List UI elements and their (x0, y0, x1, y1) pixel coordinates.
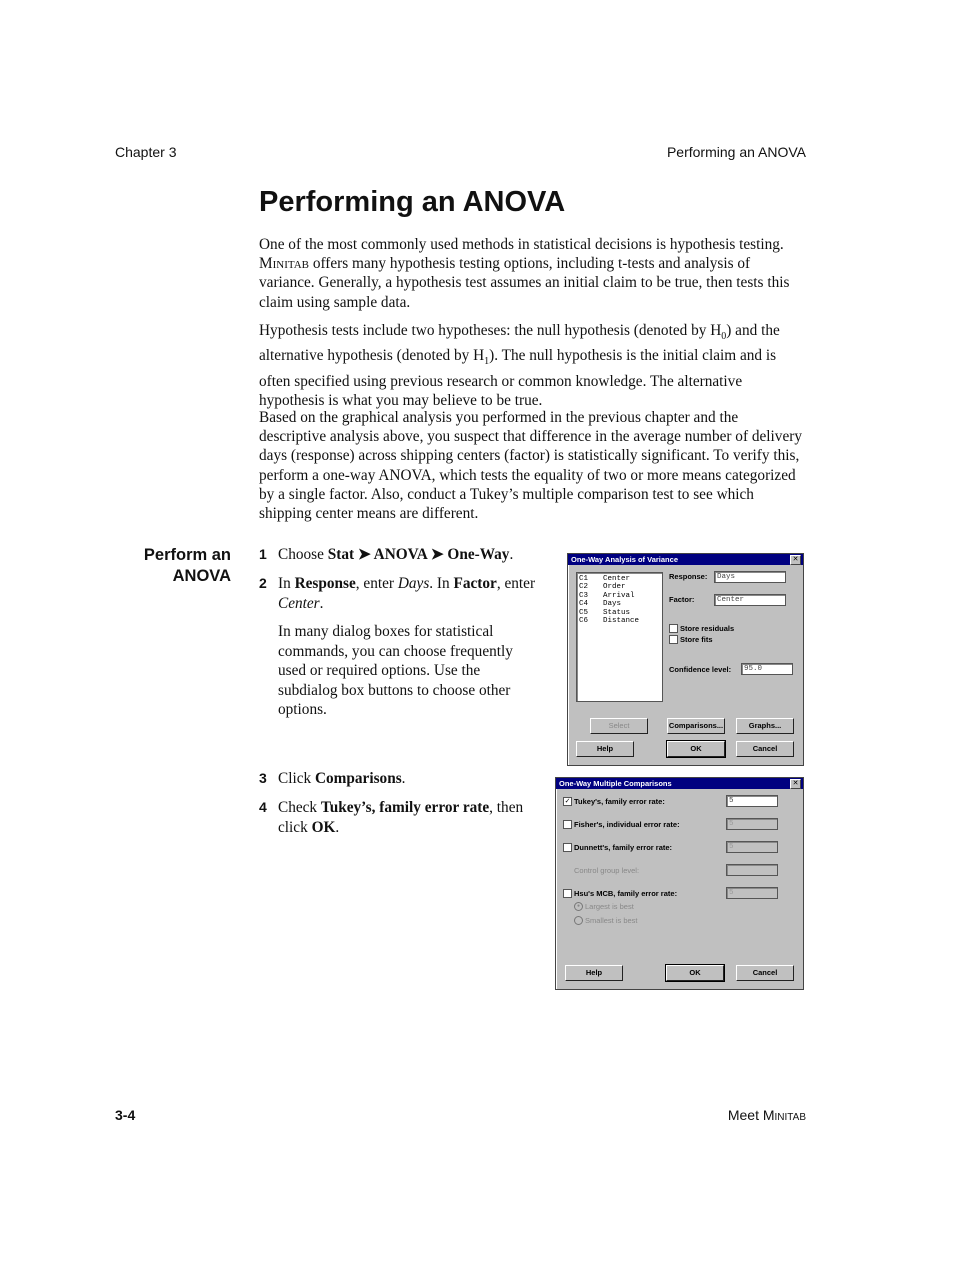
step-text (278, 574, 554, 613)
column-name: Arrival (603, 591, 635, 600)
variable-name: Days (397, 575, 430, 592)
subscript-one: 1 (484, 356, 490, 368)
text-run: , enter (496, 575, 536, 592)
column-id: C2 (579, 583, 589, 592)
text-run: . In (429, 575, 454, 592)
book-title (728, 1107, 806, 1123)
step-4 (259, 798, 544, 837)
confidence-level-field[interactable]: 95.0 (741, 663, 793, 675)
text-run: Check (278, 799, 321, 816)
text-run: Choose (278, 546, 328, 563)
column-id: C6 (579, 617, 589, 626)
text-run: Hypothesis tests include two hypotheses: the null hypothesis (denoted by H (259, 322, 722, 339)
ok-button[interactable]: OK (667, 741, 725, 757)
column-name: Distance (603, 617, 640, 626)
intro-paragraph (259, 235, 807, 312)
text-run: ) and the alternative hypothesis (denoted by H (259, 322, 780, 365)
button-name: OK (311, 818, 336, 836)
fisher-checkbox[interactable] (563, 820, 572, 829)
step-1 (259, 545, 554, 565)
list-item[interactable] (579, 592, 660, 600)
side-heading-line: Perform an (143, 546, 231, 564)
one-way-anova-dialog (567, 553, 804, 766)
column-id: C3 (579, 591, 589, 600)
menu-path: Stat ➤ ANOVA ➤ One-Way (327, 546, 510, 563)
text-run: . (335, 818, 340, 836)
hypothesis-paragraph (259, 321, 807, 410)
store-fits-checkbox[interactable] (669, 635, 678, 644)
dialog-title: One-Way Analysis of Variance (568, 554, 803, 565)
step-3 (259, 769, 554, 789)
multiple-comparisons-dialog (555, 777, 804, 990)
help-button[interactable]: Help (565, 965, 623, 981)
page-title: Performing an ANOVA (259, 186, 566, 218)
smallest-is-best-label: Smallest is best (585, 916, 638, 925)
ok-button[interactable]: OK (666, 965, 724, 981)
brand-name: Minitab (762, 1107, 806, 1123)
text-run: Meet (727, 1107, 763, 1123)
store-residuals-label: Store residuals (680, 624, 735, 633)
factor-field[interactable]: Center (714, 594, 786, 606)
text-run: offers many hypothesis testing options, including t-tests and analysis of variance. Generally, a hypothesis test assumes an initial claim to be true, then tests this claim using sample data. (259, 255, 790, 311)
list-item[interactable] (579, 609, 660, 617)
variable-name: Center (278, 594, 320, 612)
close-icon[interactable]: ✕ (790, 555, 801, 565)
control-group-field[interactable] (726, 864, 778, 876)
largest-is-best-label: Largest is best (585, 902, 634, 911)
dunnett-rate-field[interactable]: 5 (726, 841, 778, 853)
analysis-paragraph: Based on the graphical analysis you performed in the previous chapter and the descriptive analysis above, you suspect that difference in the average number of delivery days (response) across shipping centers (factor) is statistically significant. To verify this, perform a one-way ANOVA, which tests the equality of two or more means categorized by a single factor. Also, conduct a Tukey’s multiple comparison test to see which shipping center means are different. (259, 409, 802, 523)
cancel-button[interactable]: Cancel (736, 965, 794, 981)
field-name: Factor (453, 575, 497, 592)
variable-list[interactable] (576, 572, 663, 702)
text-run: . (319, 594, 324, 612)
response-field[interactable]: Days (714, 571, 786, 583)
control-group-label: Control group level: (574, 866, 640, 875)
text-run: . (401, 770, 406, 787)
text-run: In (278, 575, 295, 592)
store-fits-label: Store fits (680, 635, 713, 644)
select-button[interactable]: Select (590, 718, 648, 734)
help-button[interactable]: Help (576, 741, 634, 757)
text-run: One of the most commonly used methods in statistical decisions is hypothesis testing. (259, 236, 784, 253)
dunnett-checkbox[interactable] (563, 843, 572, 852)
list-item[interactable] (579, 583, 660, 591)
fisher-rate-field[interactable]: 5 (726, 818, 778, 830)
column-name: Status (603, 608, 631, 617)
tukey-rate-field[interactable]: 5 (726, 795, 778, 807)
column-id: C1 (579, 575, 589, 583)
comparisons-button[interactable]: Comparisons... (667, 718, 725, 734)
list-item[interactable] (579, 617, 660, 625)
column-name: Center (603, 575, 631, 583)
step-2 (259, 574, 554, 613)
column-id: C5 (579, 608, 589, 617)
fisher-label: Fisher's, individual error rate: (574, 820, 680, 829)
text-run: . (509, 546, 514, 563)
step-number: 4 (259, 799, 267, 815)
step-number: 1 (259, 546, 267, 562)
smallest-is-best-radio[interactable] (574, 916, 583, 925)
step-text (278, 545, 554, 565)
largest-is-best-radio[interactable]: ● (574, 902, 583, 911)
text-run: ). The null hypothesis is the initial claim and is often specified using previous research or common knowledge. The alternative hypothesis is what you may believe to be true. (259, 347, 777, 409)
text-run: , enter (355, 575, 398, 592)
tukey-checkbox[interactable]: ✓ (564, 798, 571, 805)
column-name: Days (603, 600, 622, 609)
hsu-label: Hsu's MCB, family error rate: (574, 889, 678, 898)
list-item[interactable] (579, 575, 660, 583)
confidence-level-label: Confidence level: (669, 665, 732, 674)
dialog-title: One-Way Multiple Comparisons (556, 778, 803, 789)
cancel-button[interactable]: Cancel (736, 741, 794, 757)
brand-name: Minitab (259, 255, 309, 273)
factor-label: Factor: (669, 595, 695, 604)
field-name: Response (294, 575, 356, 592)
text-run: , then click (278, 799, 524, 836)
option-name: Tukey’s, family error rate (320, 799, 490, 816)
step-number: 3 (259, 770, 267, 786)
running-header-chapter: Chapter 3 (115, 144, 177, 160)
graphs-button[interactable]: Graphs... (736, 718, 794, 734)
column-name: Order (603, 583, 626, 592)
button-name: Comparisons (314, 770, 402, 787)
response-label: Response: (669, 572, 708, 581)
text-run: Click (278, 770, 315, 787)
close-icon[interactable]: ✕ (790, 779, 801, 789)
column-id: C4 (579, 600, 589, 609)
step-text (278, 769, 554, 789)
hsu-checkbox[interactable] (563, 889, 572, 898)
list-item[interactable] (579, 600, 660, 608)
running-header-section: Performing an ANOVA (666, 144, 806, 160)
hsu-rate-field[interactable]: 5 (726, 887, 778, 899)
side-heading-line: ANOVA (172, 567, 231, 585)
dunnett-label: Dunnett's, family error rate: (574, 843, 673, 852)
step-text (278, 798, 544, 837)
step-number: 2 (259, 575, 267, 591)
store-residuals-checkbox[interactable] (669, 624, 678, 633)
step-note: In many dialog boxes for statistical commands, you can choose frequently used or required options. Use the subdialog box buttons to choose other options. (278, 623, 513, 718)
side-heading (110, 545, 231, 587)
page-number: 3-4 (115, 1107, 136, 1123)
tukey-label: Tukey's, family error rate: (574, 797, 665, 806)
subscript-zero: 0 (721, 331, 727, 343)
